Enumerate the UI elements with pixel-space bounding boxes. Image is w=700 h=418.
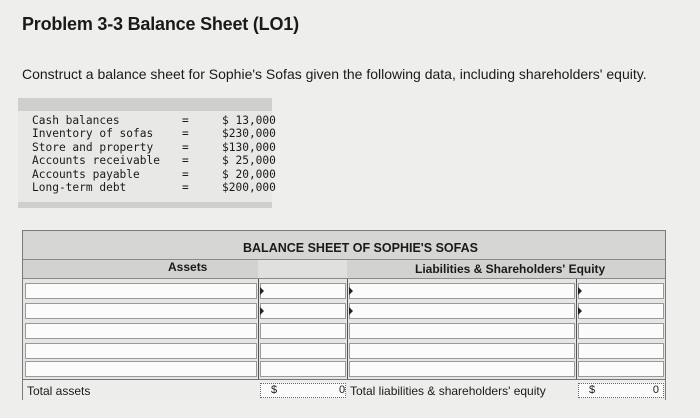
asset-amount-input[interactable] <box>260 303 346 319</box>
asset-label-input[interactable] <box>25 343 257 359</box>
data-row-payable <box>32 168 282 181</box>
instructions-text: Construct a balance sheet for Sophie's Sofas given the following data, including shareholders' equity. <box>22 66 647 82</box>
row-marker-icon <box>260 307 264 315</box>
liability-label-input[interactable] <box>349 361 575 377</box>
data-label: Store and property <box>32 140 154 154</box>
total-assets-value: 0 <box>339 384 346 396</box>
data-value: $ 25,000 <box>222 154 276 168</box>
liability-amount-input[interactable] <box>578 343 664 359</box>
data-row-cash <box>32 114 282 127</box>
total-liabilities-label: Total liabilities & shareholders' equity <box>350 384 546 398</box>
asset-amount-input[interactable] <box>260 283 346 299</box>
row-marker-icon <box>578 287 582 295</box>
problem-title: Problem 3-3 Balance Sheet (LO1) <box>22 14 299 34</box>
data-value: $130,000 <box>222 140 276 154</box>
liability-label-input[interactable] <box>349 283 575 299</box>
column-divider <box>258 279 259 379</box>
data-row-receivable <box>32 154 282 167</box>
asset-amount-input[interactable] <box>260 323 346 339</box>
equals-sign: = <box>182 127 189 141</box>
equals-sign: = <box>182 181 189 195</box>
column-divider <box>576 279 577 379</box>
liability-amount-input[interactable] <box>578 361 664 377</box>
assets-header-cell <box>23 259 258 279</box>
given-data-list <box>32 114 282 194</box>
equals-sign: = <box>182 114 189 127</box>
liabilities-header: Liabilities & Shareholders' Equity <box>415 262 606 276</box>
data-label: Cash balances <box>32 114 120 127</box>
total-assets-currency: $ <box>271 384 278 396</box>
data-value: $ 20,000 <box>222 167 276 181</box>
asset-amount-input[interactable] <box>260 361 346 377</box>
asset-label-input[interactable] <box>25 361 257 377</box>
data-row-inventory <box>32 127 282 140</box>
totals-row <box>23 379 665 401</box>
data-value: $200,000 <box>222 181 276 195</box>
row-marker-icon <box>349 287 353 295</box>
data-label: Long-term debt <box>32 181 127 195</box>
row-marker-icon <box>578 307 582 315</box>
given-data-panel <box>18 98 276 208</box>
total-assets-field <box>260 383 346 398</box>
asset-label-input[interactable] <box>25 323 257 339</box>
asset-amount-input[interactable] <box>260 343 346 359</box>
liability-amount-input[interactable] <box>578 283 664 299</box>
asset-label-input[interactable] <box>25 303 257 319</box>
data-value: $ 13,000 <box>222 114 276 127</box>
data-label: Accounts receivable <box>32 154 160 168</box>
asset-label-input[interactable] <box>25 283 257 299</box>
data-row-debt <box>32 181 282 194</box>
liability-amount-input[interactable] <box>578 323 664 339</box>
data-label: Accounts payable <box>32 167 140 181</box>
data-value: $230,000 <box>222 127 276 141</box>
total-assets-label: Total assets <box>27 384 91 398</box>
liabilities-header-cell <box>347 259 665 279</box>
total-liabilities-currency: $ <box>589 384 596 396</box>
total-liabilities-field <box>578 383 664 398</box>
panel-top-bar <box>18 98 272 111</box>
balance-sheet-table <box>22 230 666 400</box>
total-liabilities-value: 0 <box>652 384 659 396</box>
column-divider <box>347 279 348 379</box>
data-label: Inventory of sofas <box>32 127 154 141</box>
panel-bottom-bar <box>18 202 272 208</box>
assets-header: Assets <box>168 260 208 274</box>
equals-sign: = <box>182 140 189 154</box>
liability-label-input[interactable] <box>349 343 575 359</box>
equals-sign: = <box>182 154 189 168</box>
row-marker-icon <box>260 287 264 295</box>
data-row-store <box>32 141 282 154</box>
liability-label-input[interactable] <box>349 303 575 319</box>
balance-sheet-title: BALANCE SHEET OF SOPHIE'S SOFAS <box>243 241 478 255</box>
equals-sign: = <box>182 167 189 181</box>
liability-label-input[interactable] <box>349 323 575 339</box>
assets-amount-header-cell <box>258 259 347 279</box>
liability-amount-input[interactable] <box>578 303 664 319</box>
row-marker-icon <box>349 307 353 315</box>
